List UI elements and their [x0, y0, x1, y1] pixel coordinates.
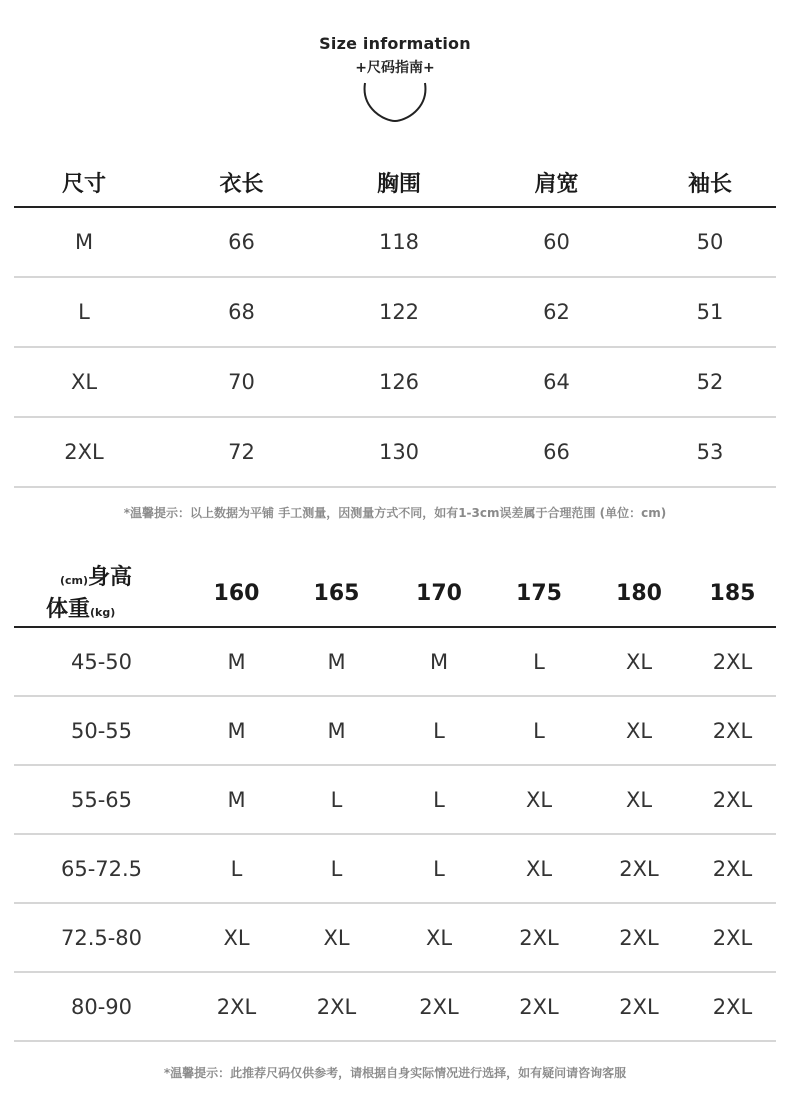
arc-decoration-icon: [355, 81, 435, 123]
size-cell: 2XL: [712, 718, 753, 743]
corner-cell: [14, 560, 189, 626]
table-cell: 51: [696, 300, 724, 324]
header-cell: 尺寸: [61, 171, 106, 197]
height-unit: (cm): [60, 574, 89, 587]
recommendation-note: *温馨提示：此推荐尺码仅供参考，请根据自身实际情况进行选择，如有疑问请咨询客服: [163, 1066, 627, 1080]
size-cell: XL: [323, 925, 350, 950]
header-cell: 衣长: [219, 171, 264, 197]
size-cell: XL: [625, 718, 653, 743]
size-cell: M: [227, 787, 246, 812]
size-cell: 2XL: [216, 994, 257, 1019]
table-row: [14, 208, 776, 278]
table-row: [14, 278, 776, 348]
size-cell: 2XL: [712, 787, 753, 812]
table-cell: 130: [378, 440, 420, 464]
table-cell: 70: [228, 370, 255, 394]
weight-cell: 50-55: [70, 718, 133, 743]
table-cell: 53: [696, 440, 724, 464]
title-chinese: +尺码指南+: [355, 60, 435, 76]
size-cell: M: [227, 649, 246, 674]
height-label: 身高: [88, 565, 133, 590]
size-cell: XL: [525, 856, 553, 881]
table-row: [14, 835, 776, 904]
size-cell: 2XL: [712, 856, 753, 881]
weight-cell: 72.5-80: [60, 925, 143, 950]
weight-cell: 55-65: [70, 787, 133, 812]
weight-cell: 80-90: [70, 994, 133, 1019]
size-cell: L: [433, 856, 445, 881]
table-row: [14, 904, 776, 973]
height-header: 185: [709, 580, 756, 606]
table-cell: XL: [70, 370, 98, 394]
table-cell: 72: [228, 440, 255, 464]
table-cell: 52: [696, 370, 724, 394]
height-axis-label: [60, 560, 132, 591]
height-header: 180: [616, 580, 662, 606]
size-cell: XL: [625, 649, 653, 674]
measurement-note: *温馨提示：以上数据为平铺 手工测量，因测量方式不同，如有1-3cm误差属于合理范围 (单位：cm): [123, 506, 667, 520]
table-row: [14, 418, 776, 488]
size-cell: L: [230, 856, 243, 881]
size-cell: L: [433, 718, 445, 743]
header: [0, 34, 790, 123]
weight-cell: 45-50: [70, 649, 133, 674]
size-cell: 2XL: [519, 925, 559, 950]
table-cell: 122: [378, 300, 420, 324]
size-table-header: [14, 158, 776, 208]
size-cell: 2XL: [712, 994, 753, 1019]
size-cell: L: [433, 787, 445, 812]
table-cell: 66: [228, 230, 255, 254]
size-cell: 2XL: [712, 925, 753, 950]
size-cell: XL: [625, 787, 653, 812]
weight-label: 体重: [46, 597, 91, 622]
table-cell: 60: [543, 230, 570, 254]
size-cell: 2XL: [712, 649, 753, 674]
size-cell: L: [533, 649, 545, 674]
header-cell: 袖长: [687, 171, 732, 197]
table-row: [14, 697, 776, 766]
table-cell: 2XL: [64, 440, 104, 464]
header-cell: 肩宽: [534, 171, 579, 197]
size-recommendation-table: [14, 560, 776, 1042]
size-cell: 2XL: [316, 994, 357, 1019]
weight-axis-label: [46, 592, 115, 623]
size-cell: 2XL: [619, 925, 659, 950]
size-cell: M: [429, 649, 449, 674]
size-cell: M: [327, 718, 346, 743]
table-row: [14, 348, 776, 418]
size-table: [14, 158, 776, 488]
size-cell: XL: [223, 925, 250, 950]
size-cell: M: [227, 718, 246, 743]
header-cell: 胸围: [376, 171, 421, 197]
size-cell: 2XL: [419, 994, 459, 1019]
height-header: 165: [313, 580, 360, 606]
table-cell: 118: [378, 230, 420, 254]
table-cell: 50: [696, 230, 724, 254]
size-cell: 2XL: [519, 994, 559, 1019]
table-cell: 62: [543, 300, 570, 324]
table-cell: 64: [543, 370, 570, 394]
table-cell: 68: [228, 300, 255, 324]
table-cell: M: [74, 230, 94, 254]
size-cell: 2XL: [619, 994, 659, 1019]
size-cell: XL: [525, 787, 553, 812]
size-cell: XL: [425, 925, 453, 950]
title-english: Size information: [319, 34, 471, 53]
table-cell: 126: [378, 370, 420, 394]
recommendation-header: [14, 560, 776, 628]
height-header: 170: [416, 580, 462, 606]
table-cell: 66: [543, 440, 570, 464]
table-row: [14, 973, 776, 1042]
table-row: [14, 766, 776, 835]
size-cell: L: [330, 787, 343, 812]
weight-cell: 65-72.5: [60, 856, 143, 881]
size-cell: 2XL: [619, 856, 659, 881]
height-header: 175: [516, 580, 562, 606]
size-cell: L: [330, 856, 343, 881]
size-cell: L: [533, 718, 545, 743]
weight-unit: (kg): [90, 606, 116, 619]
height-header: 160: [213, 580, 260, 606]
table-cell: L: [78, 300, 90, 324]
size-cell: M: [327, 649, 346, 674]
table-row: [14, 628, 776, 697]
